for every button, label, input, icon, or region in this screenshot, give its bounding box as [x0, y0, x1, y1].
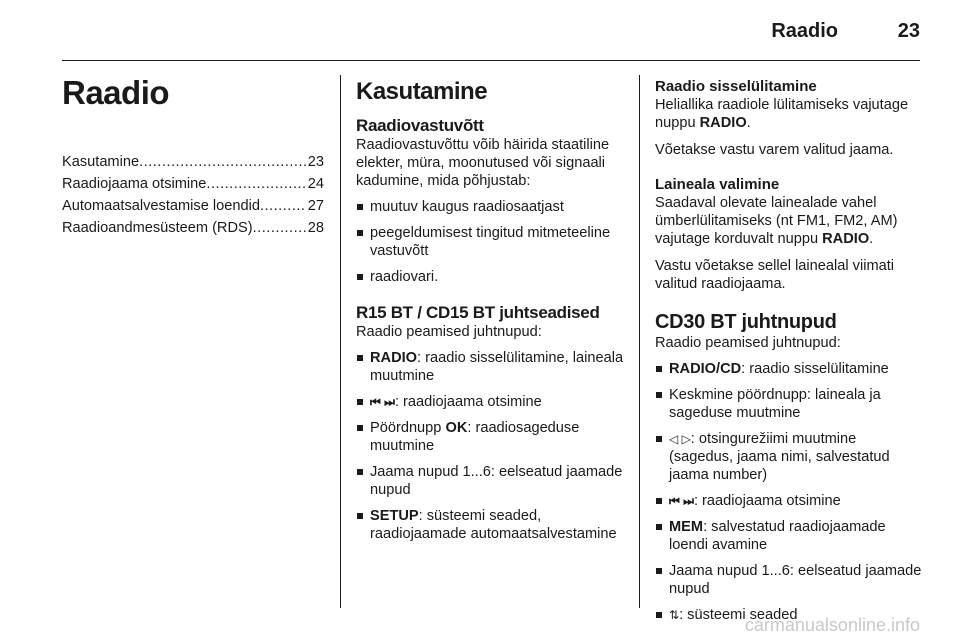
toc-entry-label: Raadiojaama otsimine — [62, 176, 207, 192]
toc-leader — [206, 173, 305, 195]
subsection-heading: Raadiovastuvõtt — [356, 116, 484, 135]
toc-entry[interactable] — [62, 173, 324, 195]
toc-entry[interactable] — [62, 151, 324, 173]
toc-entry[interactable] — [62, 195, 324, 217]
subsection-heading: R15 BT / CD15 BT juhtseadised — [356, 303, 600, 322]
controls-intro: Raadio peamised juhtnupud: — [655, 335, 841, 351]
toc-leader — [253, 217, 306, 239]
toc-column — [62, 73, 324, 239]
list-item: ⏮ ⏭: raadiojaama otsimine — [655, 492, 923, 510]
list-item: Pöördnupp OK: raadiosageduse muutmine — [356, 419, 626, 455]
left-right-arrows-icon: ◁ ▷ — [669, 432, 691, 446]
list-item: ⏮ ⏭: raadiojaama otsimine — [356, 393, 626, 411]
toc-entry-page: 24 — [307, 176, 324, 192]
column-divider-1 — [340, 75, 341, 608]
toc-entry-label: Raadioandmesüsteem (RDS) — [62, 220, 253, 236]
radio-button-label: RADIO — [370, 350, 418, 366]
list-item: MEM: salvestatud raadiojaamade loendi avamine — [655, 518, 923, 554]
list-item: RADIO/CD: raadio sisselülitamine — [655, 360, 923, 378]
subsection-heading: CD30 BT juhtnupud — [655, 311, 837, 333]
list-item: RADIO: raadio sisselülitamine, laineala muutmine — [356, 349, 626, 385]
column-divider-2 — [639, 75, 640, 608]
usage-column — [356, 78, 626, 543]
toc-leader — [260, 195, 306, 217]
section-heading: Kasutamine — [356, 78, 488, 105]
toc-entry-label: Kasutamine — [62, 154, 140, 170]
toc-entry-page: 27 — [307, 198, 324, 214]
toc-entry-label: Automaatsalvestamise loendid — [62, 198, 260, 214]
subsection-heading: Raadio sisselülitamine — [655, 78, 817, 95]
intro-paragraph: Raadiovastuvõttu võib häirida staatiline elekter, müra, moonutused või signaali kadumine, mida põhjustab: — [356, 137, 610, 189]
header-rule — [62, 60, 920, 61]
list-item: Jaama nupud 1...6: eelseatud jaamade nupud — [356, 463, 626, 499]
list-item: Keskmine pöördnupp: laineala ja sageduse muutmine — [655, 386, 923, 422]
cd30-controls-list — [655, 360, 923, 624]
radio-cd-button-label: RADIO/CD — [669, 361, 742, 377]
toc-entry-page: 28 — [307, 220, 324, 236]
list-item: peegeldumisest tingitud mitmeteeline vastuvõtt — [356, 224, 626, 260]
mem-button-label: MEM — [669, 519, 704, 535]
paragraph: Saadaval olevate lainealade vahel ümberlülitamiseks (nt FM1, FM2, AM) vajutage korduvalt nuppu RADIO. — [655, 195, 898, 247]
radio-button-label: RADIO — [822, 231, 870, 247]
interference-causes-list — [356, 198, 626, 286]
list-item: ◁ ▷: otsingurežiimi muutmine (sagedus, jaama nimi, salvestatud jaama number) — [655, 430, 923, 484]
page-number: 23 — [897, 20, 920, 42]
list-item: muutuv kaugus raadiosaatjast — [356, 198, 626, 216]
paragraph: Heliallika raadiole lülitamiseks vajutage nuppu RADIO. — [655, 97, 909, 131]
settings-icon: ⇅ — [669, 608, 680, 622]
radio-details-column — [655, 78, 923, 624]
subsection-heading: Laineala valimine — [655, 176, 780, 193]
setup-button-label: SETUP — [370, 508, 419, 524]
paragraph: Vastu võetakse sellel lainealal viimati valitud raadiojaama. — [655, 258, 895, 292]
paragraph: Võetakse vastu varem valitud jaama. — [655, 142, 894, 158]
chapter-title: Raadio — [62, 74, 170, 111]
list-item: Jaama nupud 1...6: eelseatud jaamade nupud — [655, 562, 923, 598]
list-item: raadiovari. — [356, 268, 626, 286]
seek-buttons-icon: ⏮ ⏭ — [370, 395, 395, 409]
toc-entry[interactable] — [62, 217, 324, 239]
watermark: carmanualsonline.info — [744, 615, 920, 635]
list-item: ⇅: süsteemi seaded — [655, 606, 923, 624]
list-item: SETUP: süsteemi seaded, raadiojaamade automaatsalvestamine — [356, 507, 626, 543]
ok-button-label: OK — [445, 420, 468, 436]
running-header-title: Raadio — [771, 20, 838, 42]
controls-list — [356, 349, 626, 543]
seek-buttons-icon: ⏮ ⏭ — [669, 494, 694, 508]
controls-intro: Raadio peamised juhtnupud: — [356, 324, 542, 340]
toc-leader — [139, 151, 306, 173]
toc-entry-page: 23 — [307, 154, 324, 170]
radio-button-label: RADIO — [699, 115, 747, 131]
